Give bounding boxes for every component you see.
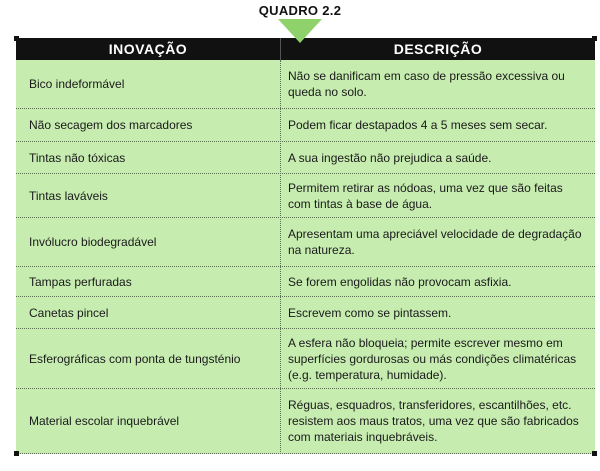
description-cell: Permitem retirar as nódoas, uma vez que são feitas com tintas à base de água.	[288, 180, 563, 211]
table-row	[16, 297, 595, 329]
table-row	[16, 267, 595, 297]
description-cell: Apresentam uma apreciável velocidade de degradação na natureza.	[288, 227, 582, 257]
innovation-cell: Material escolar inquebrável	[29, 414, 180, 428]
innovation-cell: Esferográficas com ponta de tungsténio	[29, 351, 241, 366]
corner-mark	[14, 36, 19, 41]
innovation-table	[16, 38, 595, 454]
innovation-cell: Bico indeformável	[29, 77, 125, 91]
table-row	[16, 60, 595, 109]
innovation-cell: Canetas pincel	[29, 305, 109, 320]
innovation-cell: Tintas laváveis	[29, 188, 108, 203]
innovation-cell: Tintas não tóxicas	[29, 150, 126, 165]
innovation-cell: Invólucro biodegradável	[29, 235, 157, 249]
table-row	[16, 389, 595, 454]
description-cell: Não se danificam em caso de pressão excessiva ou queda no solo.	[288, 69, 565, 99]
table-title: QUADRO 2.2	[258, 3, 342, 18]
table-row	[16, 329, 595, 389]
title-pointer-arrow	[278, 19, 322, 43]
corner-mark	[592, 451, 597, 456]
description-cell: Podem ficar destapados 4 a 5 meses sem secar.	[288, 118, 548, 132]
description-cell: Réguas, esquadros, transferidores, escantilhões, etc. resistem aos maus tratos, uma vez que são fabricados com materiais inquebráveis.	[288, 398, 579, 444]
description-cell: A sua ingestão não prejudica a saúde.	[288, 150, 492, 165]
innovation-cell: Tampas perfuradas	[29, 274, 132, 289]
header-description: DESCRIÇÃO	[393, 41, 483, 57]
description-cell: A esfera não bloqueia; permite escrever mesmo em superfícies gordurosas ou más condições climatéricas (e.g. temperatura, humidade).	[288, 335, 577, 382]
header-innovation: INOVAÇÃO	[108, 41, 188, 57]
table-row	[16, 109, 595, 142]
innovation-cell: Não secagem dos marcadores	[29, 118, 193, 132]
description-cell: Escrevem como se pintassem.	[288, 305, 452, 320]
table-row	[16, 142, 595, 174]
corner-mark	[592, 36, 597, 41]
table-row	[16, 218, 595, 267]
table-row	[16, 174, 595, 218]
corner-mark	[14, 451, 19, 456]
description-cell: Se forem engolidas não provocam asfixia.	[288, 274, 512, 289]
